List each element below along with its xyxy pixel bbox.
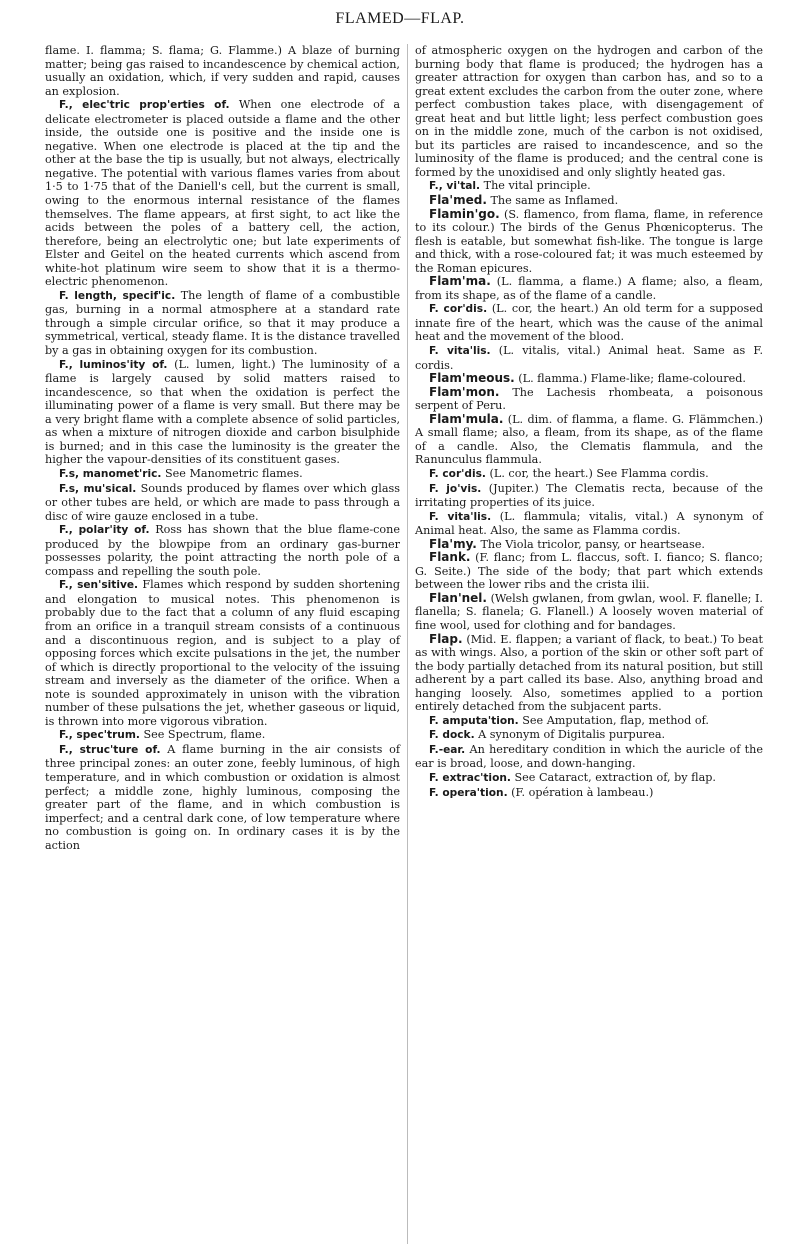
entry-definition: (Welsh gwlanen, from gwlan, wool. F. flanelle; I. flanella; S. flanela; G. Flanell.) A loosely woven material of fine wool, used for clothing and for bandages. — [415, 591, 763, 632]
dictionary-entry — [415, 771, 763, 786]
entry-definition: (L. flammula; vitalis, vital.) A synonym of Animal heat. Also, the same as Flamma cordis. — [415, 509, 763, 538]
dictionary-entry — [415, 44, 763, 179]
right-column — [415, 44, 763, 800]
entry-definition: (L. lumen, light.) The luminosity of a flame is largely caused by solid matters raised to incandescence, so that when the oxidation is perfect the illuminating power of a flame is very small. But there may be a very bright flame with a complete absence of solid particles, as when a mixture of nitrogen dioxide and carbon bisulphide is burned; and in this case the luminosity is the greater the higher the vapour-densities of its constituent gases. — [45, 357, 401, 467]
dictionary-entry — [415, 386, 763, 413]
entry-headword: Flam'mula. — [429, 411, 504, 426]
entry-subterm: F., polar'ity of. — [59, 524, 150, 537]
entry-subterm: F. vita'lis. — [429, 510, 492, 523]
dictionary-entry — [415, 551, 763, 592]
entry-subterm: F. cor'dis. — [429, 303, 488, 316]
entry-definition: (L. cor, the heart.) See Flamma cordis. — [489, 466, 709, 480]
dictionary-entry — [415, 194, 763, 208]
column-divider — [407, 44, 408, 1244]
entry-subterm: F. extrac'tion. — [429, 771, 511, 784]
entry-definition: (L. flamma.) Flame-like; flame-coloured. — [518, 372, 746, 386]
entry-subterm: F. vita'lis. — [429, 345, 491, 358]
entry-subterm: F. jo'vis. — [429, 482, 482, 495]
entry-definition: The Lachesis rhombeata, a poisonous serpent of Peru. — [415, 385, 763, 413]
entry-headword: Flan'nel. — [429, 590, 487, 605]
dictionary-entry — [415, 302, 763, 344]
entry-headword: Flam'ma. — [429, 274, 491, 289]
entry-definition: A flame burning in the air consists of three principal zones: an outer zone, feebly luminous, of high temperature, and in which combustion or oxidation is almost perfect; a middle zone, highly luminous, composing the greater part of the flame, and in which combustion is imperfect; and a central dark cone, of low temperature where no combustion is going on. In ordinary cases it is by the action — [45, 742, 400, 852]
entry-definition: See Amputation, flap, method of. — [522, 713, 709, 727]
entry-headword: Flap. — [429, 631, 463, 646]
entry-definition: (F. opération à lambeau.) — [511, 785, 654, 799]
dictionary-entry — [415, 714, 763, 729]
entry-subterm: F.-ear. — [429, 743, 466, 756]
entry-subterm: F. length, specif'ic. — [59, 289, 176, 302]
dictionary-entry — [45, 98, 400, 289]
entry-definition: flame. I. flamma; S. flama; G. Flamme.) A blaze of burning matter; being gas raised to incandescence by chemical action, usually an oxidation, which, if very sudden and rapid, causes an explosion. — [45, 44, 400, 98]
dictionary-entry — [415, 728, 763, 743]
dictionary-entry — [415, 482, 763, 510]
entry-headword: Flank. — [429, 550, 471, 565]
dictionary-entry — [415, 786, 763, 801]
dictionary-entry — [415, 467, 763, 482]
entry-headword: Flam'mon. — [429, 384, 500, 399]
entry-subterm: F., luminos'ity of. — [59, 358, 168, 371]
entry-headword: Flam'meous. — [429, 371, 515, 386]
entry-subterm: F. amputa'tion. — [429, 714, 519, 727]
entry-subterm: F. cor'dis. — [429, 467, 486, 480]
dictionary-entry — [45, 289, 400, 358]
dictionary-entry — [45, 523, 400, 578]
entry-subterm: F., spec'trum. — [59, 729, 140, 742]
dictionary-entry — [45, 482, 400, 524]
entry-definition: The same as Inflamed. — [490, 194, 619, 208]
dictionary-entry — [45, 578, 400, 728]
entry-subterm: F. opera'tion. — [429, 786, 508, 799]
entry-headword: Flamin'go. — [429, 206, 500, 221]
entry-definition: See Manometric flames. — [164, 466, 303, 480]
entry-definition: The vital principle. — [483, 179, 591, 193]
page-title: FLAMED—FLAP. — [335, 10, 465, 27]
dictionary-entry — [415, 592, 763, 633]
entry-definition: The length of flame of a combustible gas, burning in a normal atmosphere at a standard rate through a simple circular orifice, so that it may produce a symmetrical, vertical, steady flame. It is the distance travelled by a gas in obtaining oxygen for its combustion. — [45, 288, 400, 358]
dictionary-entry — [415, 275, 763, 302]
entry-subterm: F., elec'tric prop'erties of. — [59, 99, 230, 112]
entry-definition: Ross has shown that the blue flame-cone produced by the blowpipe from an ordinary gas-burner possesses polarity, the point attracting the north pole of a compass and repelling the south pole. — [45, 523, 400, 578]
entry-definition: When one electrode of a delicate electrometer is placed outside a flame and the other inside, the outside one is positive and the inside one is negative. When one electrode is placed at the tip and the other at the base the tip is usually, but not always, electrically negative. The potential with various flames varies from about 1·5 to 1·75 that of the Daniell's cell, but the current is small, owing to the enormous internal resistance of the flames themselves. The flame appears, at first sight, to act like the acids between the poles of a battery cell, the action, therefore, being an electrolytic one; but late experiments of Elster and Geitel on the heated currents which ascend from white-hot platinum wire seem to show that it is a thermo-electric phenomenon. — [45, 98, 401, 289]
entry-definition: See Cataract, extraction of, by flap. — [514, 770, 716, 784]
entry-definition: (L. dim. of flamma, a flame. G. Flämmchen.) A small flame; also, a fleam, from its shape, as of the flame of a candle. Also, the Clematis flammula, and the Ranunculus flammula. — [415, 412, 763, 467]
dictionary-entry — [415, 372, 763, 386]
entry-definition: An hereditary condition in which the auricle of the ear is broad, loose, and down-hanging. — [415, 742, 763, 771]
entry-definition: Flames which respond by sudden shortening and elongation to musical notes. This phenomenon is probably due to the fact that a column of any fluid escaping from an orifice in a tranquil stream consists of a continuous and a discontinuous region, and is subject to a play of opposing forces which excite pulsations in the jet, the number of which is directly proportional to the velocity of the issuing stream and inversely as the diameter of the orifice. When a note is sounded approximately in unison with the vibration number of these pulsations the jet, whether gaseous or liquid, is thrown into more vigorous vibration. — [45, 578, 400, 728]
entry-subterm: F., vi'tal. — [429, 180, 481, 193]
entry-definition: (Mid. E. flappen; a variant of flack, to beat.) To beat as with wings. Also, a portion of the skin or other soft part of the body partially detached from its natural position, but still adherent by a part called its base. Also, anything broad and hanging loosely. Also, sometimes applied to a portion entirely detached from the subjacent parts. — [415, 632, 763, 714]
dictionary-entry — [415, 538, 763, 552]
entry-definition: The Viola tricolor, pansy, or heartsease. — [480, 537, 705, 551]
entry-definition: (L. cor, the heart.) An old term for a supposed innate fire of the heart, which was the cause of the animal heat and the movement of the blood. — [415, 302, 763, 344]
left-column — [45, 44, 400, 852]
dictionary-entry — [415, 208, 763, 276]
dictionary-entry — [415, 743, 763, 771]
dictionary-entry — [45, 467, 400, 482]
entry-definition: A synonym of Digitalis purpurea. — [478, 728, 666, 742]
dictionary-entry — [415, 413, 763, 467]
entry-definition: (S. flamenco, from flama, flame, in reference to its colour.) The birds of the Genus Phœnicopterus. The flesh is eatable, but somewhat fish-like. The tongue is large and thick, with a rose-coloured fat; it was much esteemed by the Roman epicures. — [415, 207, 764, 275]
entry-definition: (L. flamma, a flame.) A flame; also, a fleam, from its shape, as of the flame of a candle. — [415, 275, 764, 302]
entry-definition: See Spectrum, flame. — [143, 728, 266, 742]
entry-subterm: F. dock. — [429, 729, 475, 742]
dictionary-entry — [45, 44, 400, 98]
entry-definition: (Jupiter.) The Clematis recta, because of the irritating properties of its juice. — [415, 481, 763, 510]
entry-definition: of atmospheric oxygen on the hydrogen and carbon of the burning body that flame is produced; the hydrogen has a greater attraction for oxygen than carbon has, and so to a great extent excludes the carbon from the outer zone, where perfect combustion takes place, with disengagement of great heat and but little light; less perfect combustion goes on in the middle zone, much of the carbon is not oxidised, but its particles are raised to incandescence, and so the luminosity of the flame is produced; and the central cone is formed by the unoxidised and only slightly heated gas. — [415, 44, 763, 179]
dictionary-entry — [415, 179, 763, 194]
entry-definition: (F. flanc; from L. flaccus, soft. I. fianco; S. flanco; G. Seite.) The side of the body; that part which extends between the lower ribs and the crista ilii. — [415, 551, 763, 592]
entry-headword: Fla'my. — [429, 536, 477, 551]
entry-definition: (L. vitalis, vital.) Animal heat. Same as F. cordis. — [415, 344, 764, 372]
dictionary-entry — [45, 358, 400, 467]
entry-subterm: F., sen'sitive. — [59, 579, 139, 592]
dictionary-entry — [415, 633, 763, 714]
entry-definition: Sounds produced by flames over which glass or other tubes are held, or which are made to pass through a disc of wire gauze enclosed in a tube. — [45, 481, 400, 523]
entry-subterm: F.s, mu'sical. — [59, 482, 137, 495]
dictionary-entry — [45, 743, 400, 852]
dictionary-entry — [415, 344, 763, 372]
entry-headword: Fla'med. — [429, 193, 487, 208]
entry-subterm: F., struc'ture of. — [59, 743, 161, 756]
dictionary-entry — [45, 728, 400, 743]
dictionary-entry — [415, 510, 763, 538]
entry-subterm: F.s, manomet'ric. — [59, 467, 162, 480]
